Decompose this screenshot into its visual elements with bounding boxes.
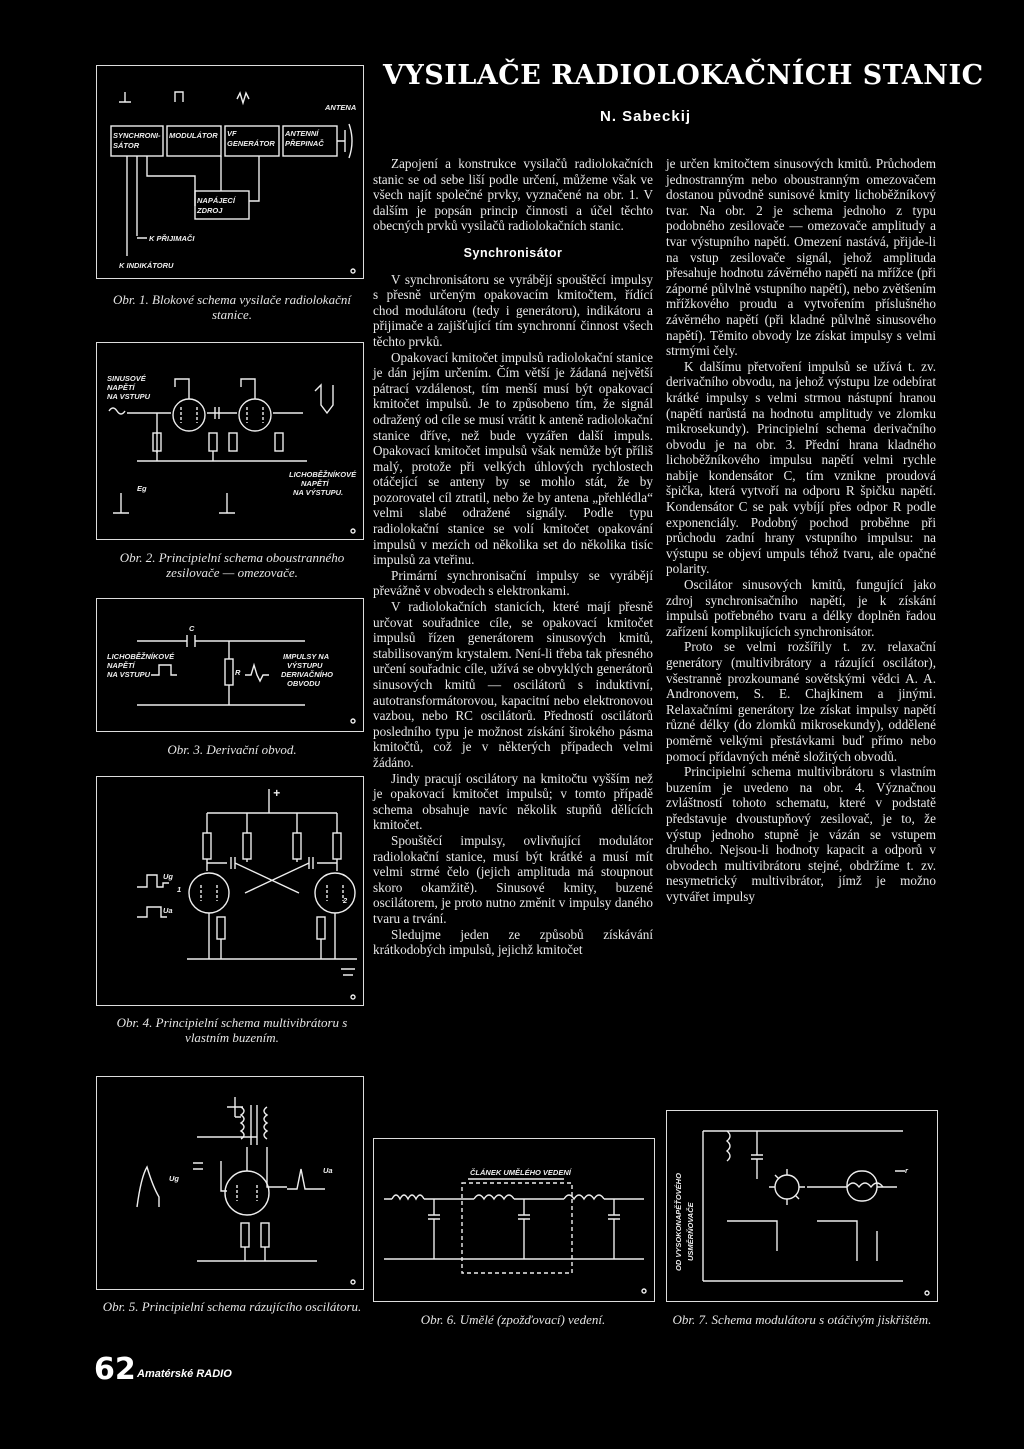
figure-4-caption: Obr. 4. Principielní schema multivibrátoru s vlastním buzením. — [116, 1015, 348, 1045]
fig3-in-label-3: NA VSTUPU — [107, 670, 151, 679]
paragraph: Oscilátor sinusových kmitů, fungující jako zdroj synchronisačního napětí, je k získání impulsů potřebného tvaru a délky doplněn řadou zařízení komplikujících synchronisátor. — [666, 577, 936, 639]
fig1-ant-label: ANTENNÍ — [285, 129, 319, 138]
section-heading-synchronisator: Synchronisátor — [463, 245, 563, 260]
article-title: VYSILAČE RADIOLOKAČNÍCH STANIC — [383, 60, 984, 91]
fig1-psu-label-2: ZDROJ — [197, 206, 223, 215]
fig2-in-label-2: NAPĚTÍ — [107, 383, 135, 392]
fig3-in-label-2: NAPĚTÍ — [107, 661, 135, 670]
fig2-out-label-3: NA VÝSTUPU. — [293, 488, 344, 497]
fig1-vf-label: VF — [227, 129, 237, 138]
paragraph: Principielní schema multivibrátoru s vlastním buzením je uvedeno na obr. 4. Význačnou zvláštností tohoto schematu, které v podstatě představuje dvoustupňový zesilovač, je to, že výstup jednoho stupně je vázán se vstupem druhého. Nejsou-li hodnoty kapacit a odporů v obvodech multivibrátoru stejné, obdržíme t. zv. nesymetrický multivibrátor, jímž je možno vytvářet impulsy — [666, 764, 936, 904]
fig1-sync-label: SYNCHRONI- — [113, 131, 161, 140]
page-number: 62 — [94, 1352, 136, 1387]
fig1-ind-label: K INDIKÁTORU — [119, 261, 174, 270]
magazine-name: Amatérské RADIO — [137, 1368, 232, 1380]
figure-7-rotary-gap-modulator — [666, 1110, 938, 1302]
fig3-r-label: R — [235, 668, 241, 677]
fig4-ug-label: Ug — [163, 872, 173, 881]
fig4-two-label: 2 — [343, 896, 348, 905]
paragraph: Spouštěcí impulsy, ovlivňující modulátor radiolokační stanice, musí být krátké a musí mít velmi strmé čelo (jejich amplituda má stoupnout skoro okamžitě). Sinusové kmity, buzené oscilátorem, je proto nutno změnit v impulsy daného tvaru a trvání. — [373, 832, 653, 926]
fig2-eg-label: Eg — [137, 484, 147, 493]
figure-1-block-diagram — [96, 65, 364, 279]
fig4-one-label: 1 — [177, 885, 182, 894]
author-name: N. Sabeckij — [600, 108, 692, 125]
paragraph: Sledujme jeden ze způsobů získávání krátkodobých impulsů, jejichž kmitočet — [373, 926, 653, 958]
figure-2-amplifier-limiter — [96, 342, 364, 540]
fig2-in-label-1: SINUSOVÉ — [107, 374, 146, 383]
paragraph: V radiolokačních stanicích, které mají přesně určovat souřadnice cíle, se opakovací kmitočet impulsů řízen generátorem sinusových kmitů, stabilisovaným krystalem. Není-li třeba tak přesného určení souřadnic cíle, užívá se obvyklých generátorů sinusových kmitů — oscilátorů s induktivní, autotransformátorovou, kapacitní nebo elektronovou vazbou, nebo RC oscilátorů. Předností oscilátorů posledního typu je možnost získání širokého pásma kmitočtů, což je v některých případech velmi žádáno. — [373, 599, 653, 770]
fig3-out-label-2: VÝSTUPU — [287, 661, 323, 670]
figure-3-derivation-circuit — [96, 598, 364, 732]
paragraph: V synchronisátoru se vyrábějí spouštěcí impulsy s přesně určeným opakovacím kmitočtem, řídící chod modulátoru (tedy i generátoru), indikátoru a přijimače a zajišťující tím synchronní činnost všech těchto prvků. — [373, 271, 653, 349]
fig2-in-label-3: NA VSTUPU — [107, 392, 151, 401]
figure-5-caption: Obr. 5. Principielní schema rázujícího oscilátoru. — [102, 1299, 362, 1314]
figure-4-multivibrator — [96, 776, 364, 1006]
figure-6-delay-line — [373, 1138, 655, 1302]
paragraph: Opakovací kmitočet impulsů radiolokační stanice je dán jejím určením. Čím větší je žádaná největší pátrací vzdálenost, tím menší musí být opakovací kmitočet impulsů. Je to způsobeno tím, že signál odražený od cíle se musí vrátit k anteně radiolokační stanice dříve, než bude vyzářen další impuls. Opakovací kmitočet impulsů však nemůže být příliš malý, protože při velkých úhlových rychlostech otáčející se anteny by se mohlo stát, že by pozorovatel cíl ztratil, nebo že by antena „přehlédla“ velmi slabé odražené signály. Podle typu radiolokační stanice se volí kmitočet opakování impulsů v mezích od několika set do několika tisíc impulsů za vteřinu. — [373, 349, 653, 568]
fig1-sync-label-2: SÁTOR — [113, 141, 140, 150]
fig1-psu-label: NAPÁJECÍ — [197, 196, 235, 205]
paragraph: je určen kmitočtem sinusových kmitů. Průchodem jednostranným nebo oboustranným omezovačem dostanou původně sunisové kmity lichoběžníkový tvar. Na obr. 2 je schema jednoho z typu podobného zesilovače — omezovače amplitudy a tvar výstupního napětí. Omezení nastává, přijde-li na vstup zesilovače signál, jehož amplituda přesahuje hodnotu závěrného napětí na mřížce (při záporné půlvlně vstupního napětí), nebo zvětšením mřížkového proudu a vytvořením příslušného závěrného napětí (při kladné půlvlně sinusového napětí). Těmito obvody lze získat impulsy s velmi strmými čely. — [666, 156, 936, 359]
fig4-ua-label: Ua — [163, 906, 173, 915]
fig3-c-label: C — [189, 624, 195, 633]
fig6-line-label: ČLÁNEK UMĚLÉHO VEDENÍ — [470, 1168, 571, 1177]
fig2-out-label-2: NAPĚTÍ — [301, 479, 329, 488]
text-column-1 — [373, 156, 653, 958]
fig7-r-mark: r — [905, 1166, 908, 1175]
figure-6-caption: Obr. 6. Umělé (zpožďovací) vedení. — [420, 1312, 606, 1327]
fig7-side-label-1: OD VYSOKONAPĚŤOVÉHO — [674, 1173, 683, 1271]
fig5-ug-label: Ug — [169, 1174, 179, 1183]
figure-2-caption: Obr. 2. Principielní schema oboustranného zesilovače — omezovače. — [119, 550, 345, 580]
figure-3-caption: Obr. 3. Derivační obvod. — [167, 742, 297, 757]
fig1-modulator-label: MODULÁTOR — [169, 131, 218, 140]
paragraph: K dalšímu přetvoření impulsů se užívá t. zv. derivačního obvodu, na jehož výstupu lze odebírat krátké impulsy s velmi strmou nástupní hranou (napětí narůstá na hodnotu amplitudy ve zlomku mikrosekundy). Principielní schema derivačního obvodu je na obr. 3. Přední hrana kladného lichoběžníkového impulsu napětí velmi rychle nabije kondensátor C, tím vznikne proudová špička, která vytvoří na odporu R špičku napětí. Kondensátor C se pak vybíjí přes odpor R podle exponenciály. Podobný pochod proběhne při průchodu zadní hrany vstupního impulsu: na výstupu se objeví umpuls téhož tvaru, ale opačné polarity. — [666, 358, 936, 577]
fig3-out-label-4: OBVODU — [287, 679, 320, 688]
fig1-antena-label: ANTENA — [325, 103, 357, 112]
fig3-in-label-1: LICHOBĚŽNÍKOVÉ — [107, 652, 175, 661]
fig5-ua-label: Ua — [323, 1166, 333, 1175]
paragraph: Proto se velmi rozšířily t. zv. relaxační generátory (multivibrátory a rázující oscilátor), všestranně prozkoumané sovětskými vědci A. A. Andronovem, S. E. Chajkinem a jinými. Relaxačními generátory lze získat impulsy napětí různé délky (do zlomků mikrosekundy), oddělené poměrně velkými přestávkami buď přímo nebo pomocí přídavných méně složitých obvodů. — [666, 639, 936, 764]
text-column-2 — [666, 156, 936, 905]
figure-1-caption: Obr. 1. Blokové schema vysilače radiolokační stanice. — [113, 292, 351, 322]
fig1-ant-label-2: PŘEPINAČ — [285, 139, 324, 148]
fig3-out-label-3: DERIVAČNÍHO — [281, 670, 333, 679]
paragraph: Jindy pracují oscilátory na kmitočtu vyšším než je opakovací kmitočet impulsů; v tomto případě schema obsahuje navíc několik stupňů dělících kmitočet. — [373, 770, 653, 833]
figure-5-blocking-oscillator — [96, 1076, 364, 1290]
paragraph: Primární synchronisační impulsy se vyrábějí převážně v obvodech s elektronkami. — [373, 567, 653, 599]
fig2-out-label-1: LICHOBĚŽNÍKOVÉ — [289, 470, 357, 479]
fig1-rx-label: K PŘIJIMAČI — [149, 234, 195, 243]
figure-7-caption: Obr. 7. Schema modulátoru s otáčivým jiskřištěm. — [672, 1312, 932, 1327]
intro-paragraph: Zapojení a konstrukce vysilačů radiolokačních stanic se od sebe liší podle určení, můžeme však ve všech najít společné prvky, vyznačené na obr. 1. V dalším je popsán princip činnosti a účel těchto obecných prvků vysilačů radiolokačních stanic. — [373, 156, 653, 234]
fig3-out-label-1: IMPULSY NA — [283, 652, 330, 661]
fig7-side-label-2: USMĚRŇOVAČE — [686, 1202, 695, 1261]
fig4-plus-label: + — [273, 786, 281, 800]
fig1-vf-label-2: GENERÁTOR — [227, 139, 275, 148]
